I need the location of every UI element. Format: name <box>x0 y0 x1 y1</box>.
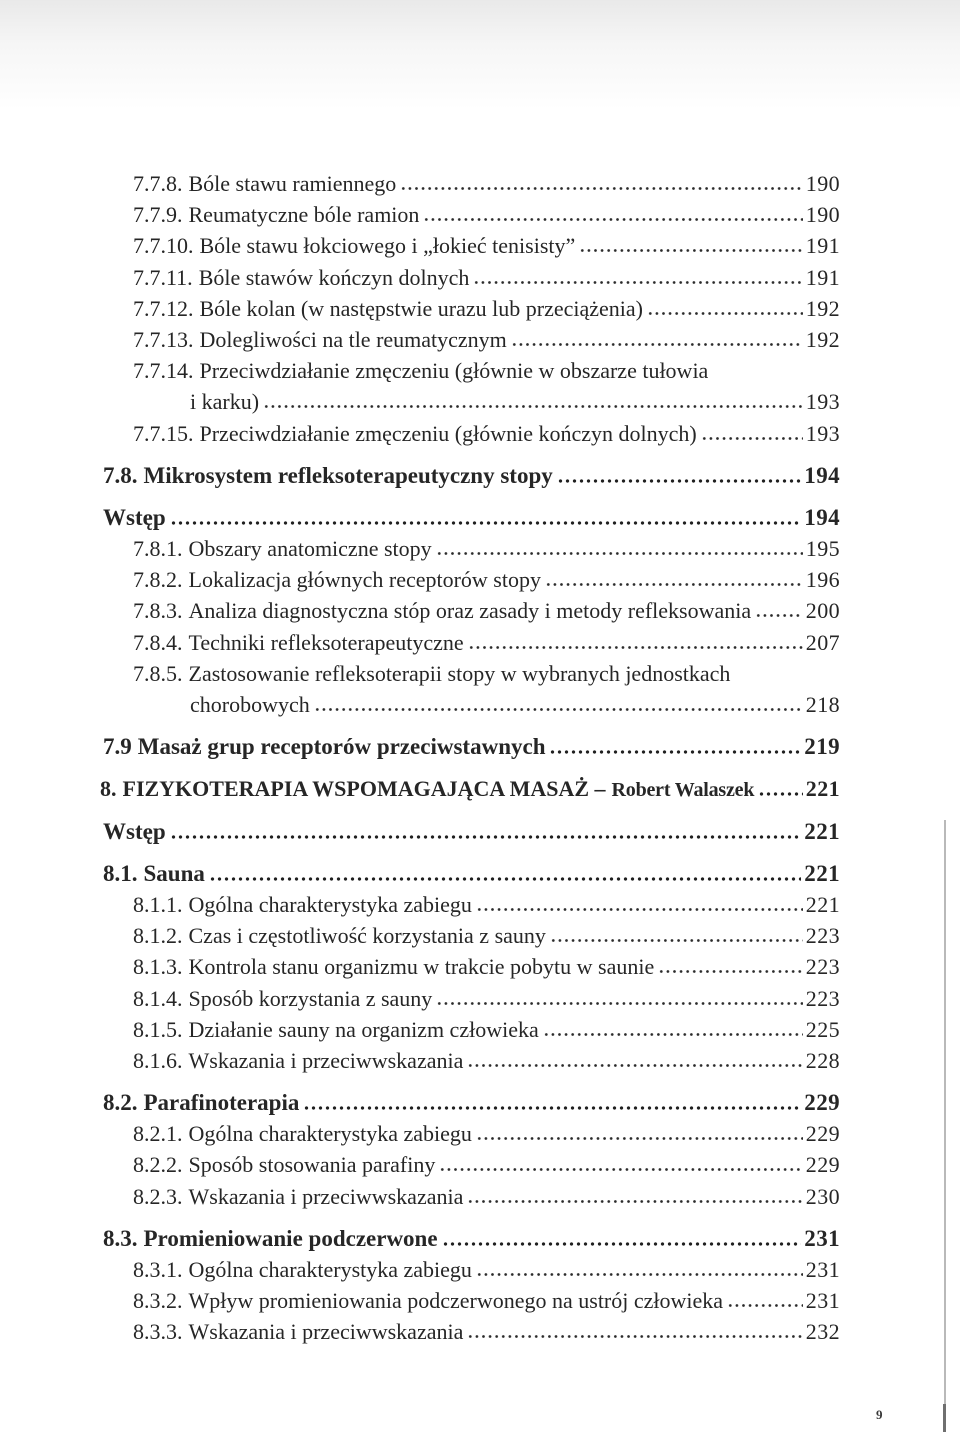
toc-entry-line <box>133 1285 840 1316</box>
toc-entry <box>0 951 840 982</box>
dot-leader <box>550 920 803 951</box>
dot-leader <box>314 689 803 720</box>
entry-title: Dolegliwości na tle reumatycznym <box>199 326 507 352</box>
entry-title: Bóle kolan (w następstwie urazu lub przeciążenia) <box>199 295 643 321</box>
toc-entry-line <box>133 920 840 951</box>
entry-title: Wstęp <box>103 818 166 844</box>
toc-entry-line <box>133 1254 840 1285</box>
toc-entry <box>0 199 840 230</box>
entry-title: Sposób stosowania parafiny <box>188 1152 436 1178</box>
entry-title: Ogólna charakterystyka zabiegu <box>188 1121 472 1147</box>
toc-entry-line <box>103 502 840 533</box>
entry-number: 8.1.3. <box>133 954 183 980</box>
page-number: 219 <box>804 734 840 760</box>
toc-entry <box>0 1285 840 1316</box>
toc-entry-line <box>133 595 840 626</box>
toc-entry-line <box>133 951 840 982</box>
toc-entry-line <box>103 858 840 889</box>
entry-title: Mikrosystem refleksoterapeutyczny stopy <box>143 462 553 488</box>
page-number: 194 <box>804 462 840 488</box>
toc-entry-label <box>133 324 507 355</box>
toc-entry-line <box>133 1316 840 1347</box>
toc-entry-label <box>133 355 708 386</box>
toc-entry-line <box>133 983 840 1014</box>
toc-entry-line <box>103 731 840 762</box>
toc-entry-label <box>103 1087 299 1118</box>
dot-leader <box>758 773 803 804</box>
dot-leader <box>467 1316 802 1347</box>
toc-entry-line <box>133 564 840 595</box>
toc-entry-line <box>133 1045 840 1076</box>
toc-entry <box>0 1118 840 1149</box>
page-number: 200 <box>805 598 840 624</box>
scan-edge-mark <box>943 1404 946 1432</box>
toc-entry-label <box>133 1316 463 1347</box>
entry-number: 7.7.11. <box>133 264 193 290</box>
page-number: 218 <box>805 692 840 717</box>
entry-title: Wskazania i przeciwwskazania <box>188 1319 464 1345</box>
toc-entry-label <box>133 168 396 199</box>
page-number: 192 <box>805 326 840 352</box>
entry-author: Robert Walaszek <box>611 779 755 802</box>
dot-leader <box>549 731 801 762</box>
toc-entry-label <box>103 816 166 847</box>
entry-title: Bóle stawu ramiennego <box>188 171 397 196</box>
toc-entry <box>0 168 840 199</box>
toc-entry-line <box>133 1014 840 1045</box>
entry-title: Przeciwdziałanie zmęczeniu (głównie kończyn dolnych) <box>199 420 697 446</box>
page-number: 228 <box>805 1047 840 1073</box>
toc-chapter-heading <box>0 773 840 804</box>
dot-leader <box>467 1045 802 1076</box>
toc-entry <box>0 564 840 595</box>
page-number: 196 <box>805 567 840 593</box>
toc-entry-label <box>133 627 464 658</box>
entry-title: Czas i częstotliwość korzystania z sauny <box>188 923 546 949</box>
entry-title: Wpływ promieniowania podczerwonego na ustrój człowieka <box>188 1288 724 1314</box>
dot-leader <box>468 627 803 658</box>
toc-entry-line <box>133 1181 840 1212</box>
dot-leader <box>476 1254 803 1285</box>
toc-entry <box>0 658 840 720</box>
dot-leader <box>543 1014 803 1045</box>
page-number: 195 <box>805 536 840 562</box>
dot-leader <box>647 293 803 324</box>
entry-title: Działanie sauny na organizm człowieka <box>188 1016 539 1042</box>
entry-number: 8.2.1. <box>133 1121 183 1147</box>
toc-entry <box>0 983 840 1014</box>
entry-number: 7.7.10. <box>133 233 194 259</box>
entry-number: 8. <box>100 776 117 802</box>
dot-leader <box>170 816 802 847</box>
toc-entry-line <box>133 1118 840 1149</box>
dot-leader <box>755 595 803 626</box>
toc-section-heading <box>0 460 840 491</box>
entry-number: 8.3.3. <box>133 1319 183 1345</box>
page-number: 221 <box>804 860 840 886</box>
dot-leader <box>209 858 801 889</box>
dot-leader <box>579 230 803 261</box>
entry-title: Promieniowanie podczerwone <box>143 1225 438 1251</box>
entry-number: 8.3. <box>103 1225 138 1251</box>
entry-title: Wstęp <box>103 504 166 530</box>
toc-entry-label <box>133 418 697 449</box>
entry-number: 7.7.12. <box>133 295 194 321</box>
toc-entry-label <box>133 658 730 689</box>
entry-number: 7.8.1. <box>133 536 183 562</box>
entry-title: Obszary anatomiczne stopy <box>188 536 432 562</box>
entry-number: 7.7.14. <box>133 358 194 384</box>
toc-entry-label <box>133 595 751 626</box>
entry-number: 8.1.1. <box>133 891 183 917</box>
toc-entry-label <box>133 1254 472 1285</box>
toc-entry <box>0 595 840 626</box>
entry-title: Techniki refleksoterapeutyczne <box>188 629 464 655</box>
toc-entry-line <box>133 658 840 689</box>
page-number: 194 <box>804 504 840 530</box>
toc-entry-line <box>133 533 840 564</box>
toc-entry <box>0 920 840 951</box>
toc-entry-label <box>103 502 166 533</box>
page-number: 230 <box>805 1183 840 1209</box>
dot-leader <box>476 1118 803 1149</box>
entry-number: 7.8.3. <box>133 598 183 624</box>
toc-entry <box>0 1254 840 1285</box>
entry-number: 7.7.15. <box>133 420 194 446</box>
entry-title: Bóle stawów kończyn dolnych <box>198 264 470 290</box>
toc-entry-line <box>133 199 840 230</box>
toc-entry-label <box>103 731 545 762</box>
toc-section-heading <box>0 731 840 762</box>
page-number: 223 <box>805 923 840 949</box>
toc-entry-label <box>103 858 205 889</box>
toc-entry-label <box>100 773 754 804</box>
toc-entry <box>0 533 840 564</box>
dot-leader <box>170 502 802 533</box>
scan-edge-line <box>944 820 946 1432</box>
page-number: 190 <box>805 202 840 228</box>
entry-title: FIZYKOTERAPIA WSPOMAGAJĄCA MASAŻ – <box>122 776 606 802</box>
toc-entry-line <box>133 230 840 261</box>
entry-title: Kontrola stanu organizmu w trakcie pobytu w saunie <box>188 954 655 980</box>
page-number: 207 <box>805 629 840 655</box>
toc-entry-label <box>133 1285 723 1316</box>
toc-entry <box>0 324 840 355</box>
page-number: 191 <box>805 264 840 290</box>
dot-leader <box>423 199 802 230</box>
entry-title: Ogólna charakterystyka zabiegu <box>188 1257 472 1282</box>
toc-entry-label <box>133 1181 463 1212</box>
toc-entry <box>0 418 840 449</box>
toc-entry <box>0 1149 840 1180</box>
toc-entry <box>0 1181 840 1212</box>
page-number: 229 <box>805 1152 840 1178</box>
toc-entry <box>0 627 840 658</box>
dot-leader <box>263 386 803 417</box>
entry-title: Ogólna charakterystyka zabiegu <box>188 891 472 917</box>
entry-number: 8.1.4. <box>133 985 183 1011</box>
dot-leader <box>473 262 802 293</box>
entry-title: Sauna <box>143 860 205 886</box>
toc-entry <box>0 1316 840 1347</box>
page-number: 221 <box>805 776 840 802</box>
dot-leader <box>439 1149 802 1180</box>
entry-title: Masaż grup receptorów przeciwstawnych <box>137 734 546 760</box>
toc-entry-label <box>103 460 553 491</box>
dot-leader <box>467 1181 802 1212</box>
page-number: 225 <box>805 1016 840 1042</box>
toc-section-heading <box>0 816 840 847</box>
toc-entry-line <box>103 460 840 491</box>
toc-entry-label <box>133 889 472 920</box>
entry-number: 8.3.1. <box>133 1257 183 1282</box>
entry-title: Reumatyczne bóle ramion <box>188 202 420 228</box>
toc-entry-line <box>133 418 840 449</box>
entry-number: 8.1. <box>103 860 138 886</box>
toc-entry-label <box>133 230 575 261</box>
entry-number: 7.7.8. <box>133 171 183 196</box>
toc-entry-label <box>103 1223 438 1254</box>
entry-title: Wskazania i przeciwwskazania <box>188 1183 464 1209</box>
dot-leader <box>511 324 803 355</box>
entry-number: 7.7.9. <box>133 202 183 228</box>
page-number: 231 <box>804 1225 840 1251</box>
toc-entry-label <box>133 983 432 1014</box>
page-number: 193 <box>805 420 840 446</box>
toc-entry-line <box>133 627 840 658</box>
entry-title: Bóle stawu łokciowego i „łokieć tenisisty” <box>199 233 576 259</box>
entry-number: 8.2.2. <box>133 1152 183 1178</box>
toc-entry <box>0 262 840 293</box>
entry-number: 7.8.2. <box>133 567 183 593</box>
dot-leader <box>400 168 803 199</box>
dot-leader <box>303 1087 801 1118</box>
toc-section-heading <box>0 858 840 889</box>
dot-leader <box>658 951 803 982</box>
toc-entry-line <box>133 262 840 293</box>
toc-entry <box>0 1014 840 1045</box>
entry-number: 8.3.2. <box>133 1288 183 1314</box>
page-number: 223 <box>805 954 840 980</box>
page-number: 191 <box>805 233 840 259</box>
table-of-contents <box>0 168 840 1348</box>
entry-title-continuation: chorobowych <box>190 692 310 717</box>
dot-leader <box>436 983 803 1014</box>
entry-title: Przeciwdziałanie zmęczeniu (głównie w obszarze tułowia <box>199 358 709 384</box>
page-number: 231 <box>805 1288 840 1314</box>
entry-number: 8.2. <box>103 1090 138 1116</box>
page-number: 229 <box>804 1090 840 1116</box>
entry-number: 7.8.5. <box>133 660 183 686</box>
toc-entry-label <box>133 564 541 595</box>
entry-title: Zastosowanie refleksoterapii stopy w wybranych jednostkach <box>188 660 731 686</box>
toc-entry-line <box>103 816 840 847</box>
entry-title: Sposób korzystania z sauny <box>188 985 433 1011</box>
entry-number: 8.2.3. <box>133 1183 183 1209</box>
entry-title: Lokalizacja głównych receptorów stopy <box>188 567 541 593</box>
dot-leader <box>701 418 803 449</box>
toc-entry <box>0 293 840 324</box>
toc-entry-line <box>100 773 840 804</box>
toc-entry-continuation-line <box>133 386 840 417</box>
entry-number: 7.8. <box>103 462 138 488</box>
page-number: 190 <box>805 171 840 196</box>
entry-number: 8.1.5. <box>133 1016 183 1042</box>
entry-title: Wskazania i przeciwwskazania <box>188 1047 464 1073</box>
toc-entry <box>0 230 840 261</box>
entry-number: 8.1.6. <box>133 1047 183 1073</box>
toc-section-heading <box>0 1087 840 1118</box>
toc-entry-label <box>133 951 654 982</box>
toc-section-heading <box>0 1223 840 1254</box>
toc-entry <box>0 355 840 417</box>
entry-number: 7.8.4. <box>133 629 183 655</box>
toc-entry-line <box>133 889 840 920</box>
toc-entry-label <box>133 1045 463 1076</box>
toc-entry-line <box>103 1223 840 1254</box>
entry-title: Parafinoterapia <box>143 1090 300 1116</box>
dot-leader <box>436 533 803 564</box>
toc-entry-line <box>133 293 840 324</box>
page-number: 221 <box>804 818 840 844</box>
toc-entry-line <box>133 324 840 355</box>
toc-entry-label <box>133 533 432 564</box>
toc-entry-label <box>133 262 469 293</box>
toc-entry-line <box>103 1087 840 1118</box>
page-number: 192 <box>805 295 840 321</box>
toc-entry-line <box>133 168 840 199</box>
dot-leader <box>442 1223 802 1254</box>
toc-entry-label <box>133 1118 472 1149</box>
toc-entry-label <box>133 920 546 951</box>
page-number: 229 <box>805 1121 840 1147</box>
toc-entry-label <box>133 1149 435 1180</box>
entry-number: 8.1.2. <box>133 923 183 949</box>
toc-entry-line <box>133 1149 840 1180</box>
dot-leader <box>545 564 803 595</box>
entry-title-continuation: i karku) <box>190 389 260 415</box>
toc-entry <box>0 1045 840 1076</box>
toc-entry-continuation-line <box>133 689 840 720</box>
toc-entry-label <box>133 199 419 230</box>
toc-entry-line <box>133 355 840 386</box>
dot-leader <box>557 460 802 491</box>
page-number: 221 <box>805 891 840 917</box>
entry-title: Analiza diagnostyczna stóp oraz zasady i metody refleksowania <box>188 598 752 624</box>
page-folio-number: 9 <box>876 1407 883 1422</box>
page-number: 231 <box>805 1257 840 1282</box>
toc-entry <box>0 889 840 920</box>
toc-entry-label <box>133 293 643 324</box>
toc-entry-label <box>133 1014 539 1045</box>
dot-leader <box>476 889 803 920</box>
page-number: 232 <box>805 1319 840 1345</box>
entry-number: 7.9 <box>103 734 132 760</box>
toc-section-heading <box>0 502 840 533</box>
page-number: 223 <box>805 985 840 1011</box>
page-number: 193 <box>805 389 840 415</box>
entry-number: 7.7.13. <box>133 326 194 352</box>
dot-leader <box>727 1285 803 1316</box>
